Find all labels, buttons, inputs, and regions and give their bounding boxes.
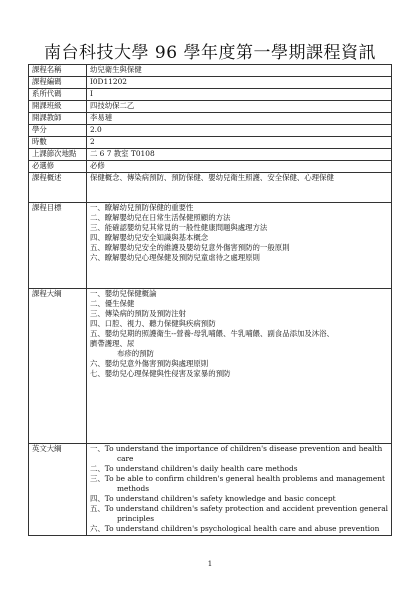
row-value: 李易璉 <box>86 113 391 125</box>
row-label: 系所代碼 <box>29 89 87 101</box>
list-item: 一、瞭解幼兒預防保健的重要性 <box>89 203 194 212</box>
row-label: 課程名稱 <box>29 65 87 77</box>
row-value: 幼兒衛生與保健 <box>86 65 391 77</box>
row-value: I0D11202 <box>86 77 391 89</box>
list-item: 二、To understand children's daily health care methods <box>89 464 298 473</box>
row-value: 二 6 7 教室 T0108 <box>86 149 391 161</box>
row-label: 課程概述 <box>29 173 87 203</box>
objectives-label: 課程目標 <box>29 203 87 289</box>
row-value: 2 <box>86 137 391 149</box>
list-item: 二、優生保健 <box>89 299 135 308</box>
row-value: 四技幼保二乙 <box>86 101 391 113</box>
list-item: 六、嬰幼兒意外傷害預防與處理原則 <box>89 359 209 368</box>
row-label: 開課班級 <box>29 101 87 113</box>
list-item: 五、嬰幼兒期的照護衛生--營養-母乳哺餵、牛乳哺餵、副食品添加及沐浴、 <box>89 329 334 338</box>
outline-label: 課程大綱 <box>29 289 87 444</box>
table-row <box>29 173 392 203</box>
list-item: 四、To understand children's safety knowledge and basic concept <box>89 494 336 503</box>
list-item-continuation: principles <box>116 514 155 523</box>
list-item: 三、傳染病的預防及預防注射 <box>89 309 187 318</box>
page-number: 1 <box>207 560 213 568</box>
table-row <box>29 101 392 113</box>
table-row <box>29 113 392 125</box>
list-item: 四、瞭解嬰幼兒安全知識與基本概念 <box>89 233 209 242</box>
outline-list <box>86 289 391 444</box>
table-row <box>29 77 392 89</box>
row-label: 必選修 <box>29 161 87 173</box>
objectives-row <box>29 203 392 289</box>
row-value: 必修 <box>86 161 391 173</box>
list-item: 二、瞭解嬰幼兒在日常生活保健照顧的方法 <box>89 213 231 222</box>
outline-row <box>29 289 392 444</box>
list-item: 六、To understand children's psychological health care and abuse prevention <box>89 524 380 533</box>
list-item: 三、能確認嬰幼兒其常見的一般性健康問題與處理方法 <box>89 223 268 232</box>
list-item: 四、口腔、視力、聽力保健與疾病預防 <box>89 319 216 328</box>
table-row <box>29 65 392 77</box>
list-item: 臍帶護理、尿 <box>89 339 135 348</box>
list-item: 六、瞭解嬰幼兒心理保健及預防兒童虐待之處理原則 <box>89 253 260 262</box>
english-outline-list <box>86 444 391 536</box>
table-row <box>29 161 392 173</box>
basic-info-rows <box>29 65 392 203</box>
list-item: 一、To understand the importance of children's disease prevention and health <box>89 444 383 453</box>
list-item: 一、嬰幼兒保健概論 <box>89 289 157 298</box>
row-label: 上課節次地點 <box>29 149 87 161</box>
table-row <box>29 89 392 101</box>
english-outline-row <box>29 444 392 536</box>
table-row <box>29 125 392 137</box>
list-item: 七、嬰幼兒心理保健與性侵害及家暴的預防 <box>89 369 231 378</box>
list-item-continuation: 布疹的預防 <box>116 349 154 358</box>
row-value: 保健概念、傳染病預防、預防保健、嬰幼兒衛生照護、安全保健、心理保健 <box>86 173 391 203</box>
list-item-continuation: care <box>116 454 134 463</box>
row-label: 學分 <box>29 125 87 137</box>
table-row <box>29 149 392 161</box>
row-label: 開課教師 <box>29 113 87 125</box>
course-info-table <box>28 64 392 536</box>
list-item-continuation: methods <box>116 484 150 493</box>
list-item: 三、To be able to confirm children's general health problems and management <box>89 474 385 483</box>
page-title: 南台科技大學 96 學年度第一學期課程資訊 <box>44 43 376 63</box>
table-row <box>29 137 392 149</box>
objectives-list <box>86 203 391 289</box>
row-label: 課程編碼 <box>29 77 87 89</box>
list-item: 五、To understand children's safety protection and accident prevention general <box>89 504 388 513</box>
row-value: I <box>86 89 391 101</box>
english-outline-label: 英文大綱 <box>29 444 87 536</box>
row-value: 2.0 <box>86 125 391 137</box>
row-label: 時數 <box>29 137 87 149</box>
list-item: 五、瞭解嬰幼兒安全的維護及嬰幼兒意外傷害預防的一般原則 <box>89 243 290 252</box>
